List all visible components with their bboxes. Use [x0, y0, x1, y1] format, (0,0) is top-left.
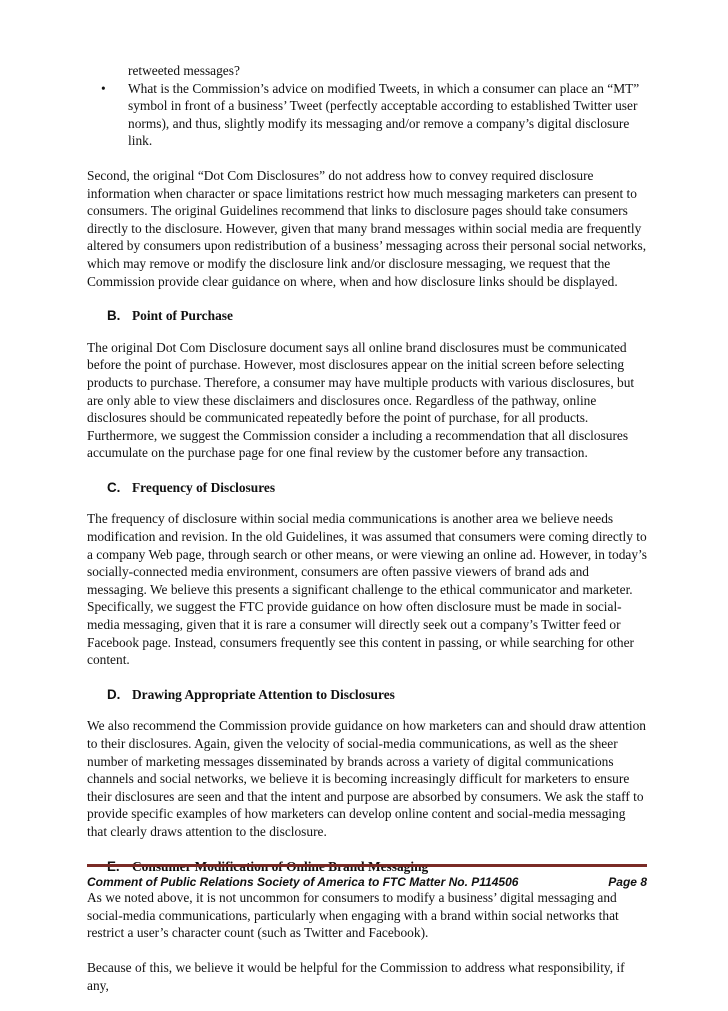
section-letter: D. — [107, 686, 121, 702]
section-heading-c — [87, 479, 647, 497]
bullet-icon: • — [101, 80, 106, 96]
section-heading-d — [87, 686, 647, 704]
bullet-item — [87, 80, 647, 150]
page-footer — [87, 864, 647, 892]
bullet-text: retweeted messages? — [128, 63, 240, 78]
bullet-list — [87, 62, 647, 150]
paragraph-point-of-purchase: The original Dot Com Disclosure document says all online brand disclosures must be communicated before the point of purchase. However, most disclosures appear on the initial screen before selecting products to purchase. Therefore, a consumer may have multiple products with various disclosures, but are only able to view these disclaimers and disclosures once. Regardless of the pathway, online disclosures should be communicated repeatedly before the point of purchase, for all products. Furthermore, we suggest the Commission consider a including a recommendation that all disclosures accumulate on the purchase page for one final review by the customer before any transaction. — [87, 339, 635, 461]
section-letter: C. — [107, 479, 121, 495]
bullet-continuation — [87, 62, 647, 80]
page-number: Page 8 — [608, 875, 647, 889]
section-title: Consumer Modification of Online Brand Messaging — [132, 858, 429, 874]
paragraph-attention: We also recommend the Commission provide guidance on how marketers can and should draw attention to their disclosures. Again, given the velocity of social-media communications, as well as the sheer number of marketing messages disseminated by brands across a variety of digital communications channels and social networks, we believe it is becoming increasingly difficult for marketers to ensure their disclosures are seen and that the intent and purpose are absorbed by consumers. We ask the staff to provide specific examples of how marketers can develop online content and social-media messaging that clearly draws attention to the disclosure. — [87, 718, 646, 839]
section-letter: B. — [107, 308, 121, 324]
paragraph-modification: As we noted above, it is not uncommon for consumers to modify a business’ digital messaging and social-media communications, particularly when engaging with a brand within social networks that restrict a user’s character count (such as Twitter and Facebook). — [87, 890, 619, 941]
footer-title: Comment of Public Relations Society of America to FTC Matter No. P114506 — [87, 875, 519, 889]
section-title: Point of Purchase — [132, 308, 233, 324]
section-letter: E. — [107, 858, 120, 874]
bullet-text: What is the Commission’s advice on modified Tweets, in which a consumer can place an “MT” symbol in front of a business’ Tweet (perfectly acceptable according to established Twitter user norms), and thus, slightly modify its messaging and/or remove a company’s digital disclosure link. — [128, 80, 640, 149]
section-title: Drawing Appropriate Attention to Disclosures — [132, 686, 395, 702]
paragraph-frequency: The frequency of disclosure within social media communications is another area we believe needs modification and revision. In the old Guidelines, it was assumed that consumers were coming directly to a company Web page, through search or other means, or were viewing an online ad. However, in today’s socially-connected media environment, consumers are often passive viewers of brand ads and messaging. We believe this presents a significant challenge to the ethical communicator and marketer. Specifically, we suggest the FTC provide guidance on how often disclosure must be made in social-media messaging, given that it is rare a consumer will directly seek out a company’s Twitter feed or Facebook page. Instead, consumers frequently see this content in passing, or while searching for other content. — [87, 511, 647, 668]
paragraph-responsibility: Because of this, we believe it would be helpful for the Commission to address what responsibility, if any, — [87, 959, 625, 993]
paragraph-second: Second, the original “Dot Com Disclosures” do not address how to convey required disclosure information when character or space limitations restrict how much messaging marketers can present to consumers. The original Guidelines recommend that links to disclosure pages should take consumers directly to the disclosure. However, given that many brand messages within social media are frequently altered by consumers upon redistribution of a business’ messaging across their personal social networks, which may remove or modify the disclosure link and/or disclosure messaging, we request that the Commission provide clear guidance on where, when and how disclosure links should be displayed. — [87, 167, 647, 289]
section-heading-b — [87, 307, 647, 325]
section-title: Frequency of Disclosures — [132, 479, 276, 495]
